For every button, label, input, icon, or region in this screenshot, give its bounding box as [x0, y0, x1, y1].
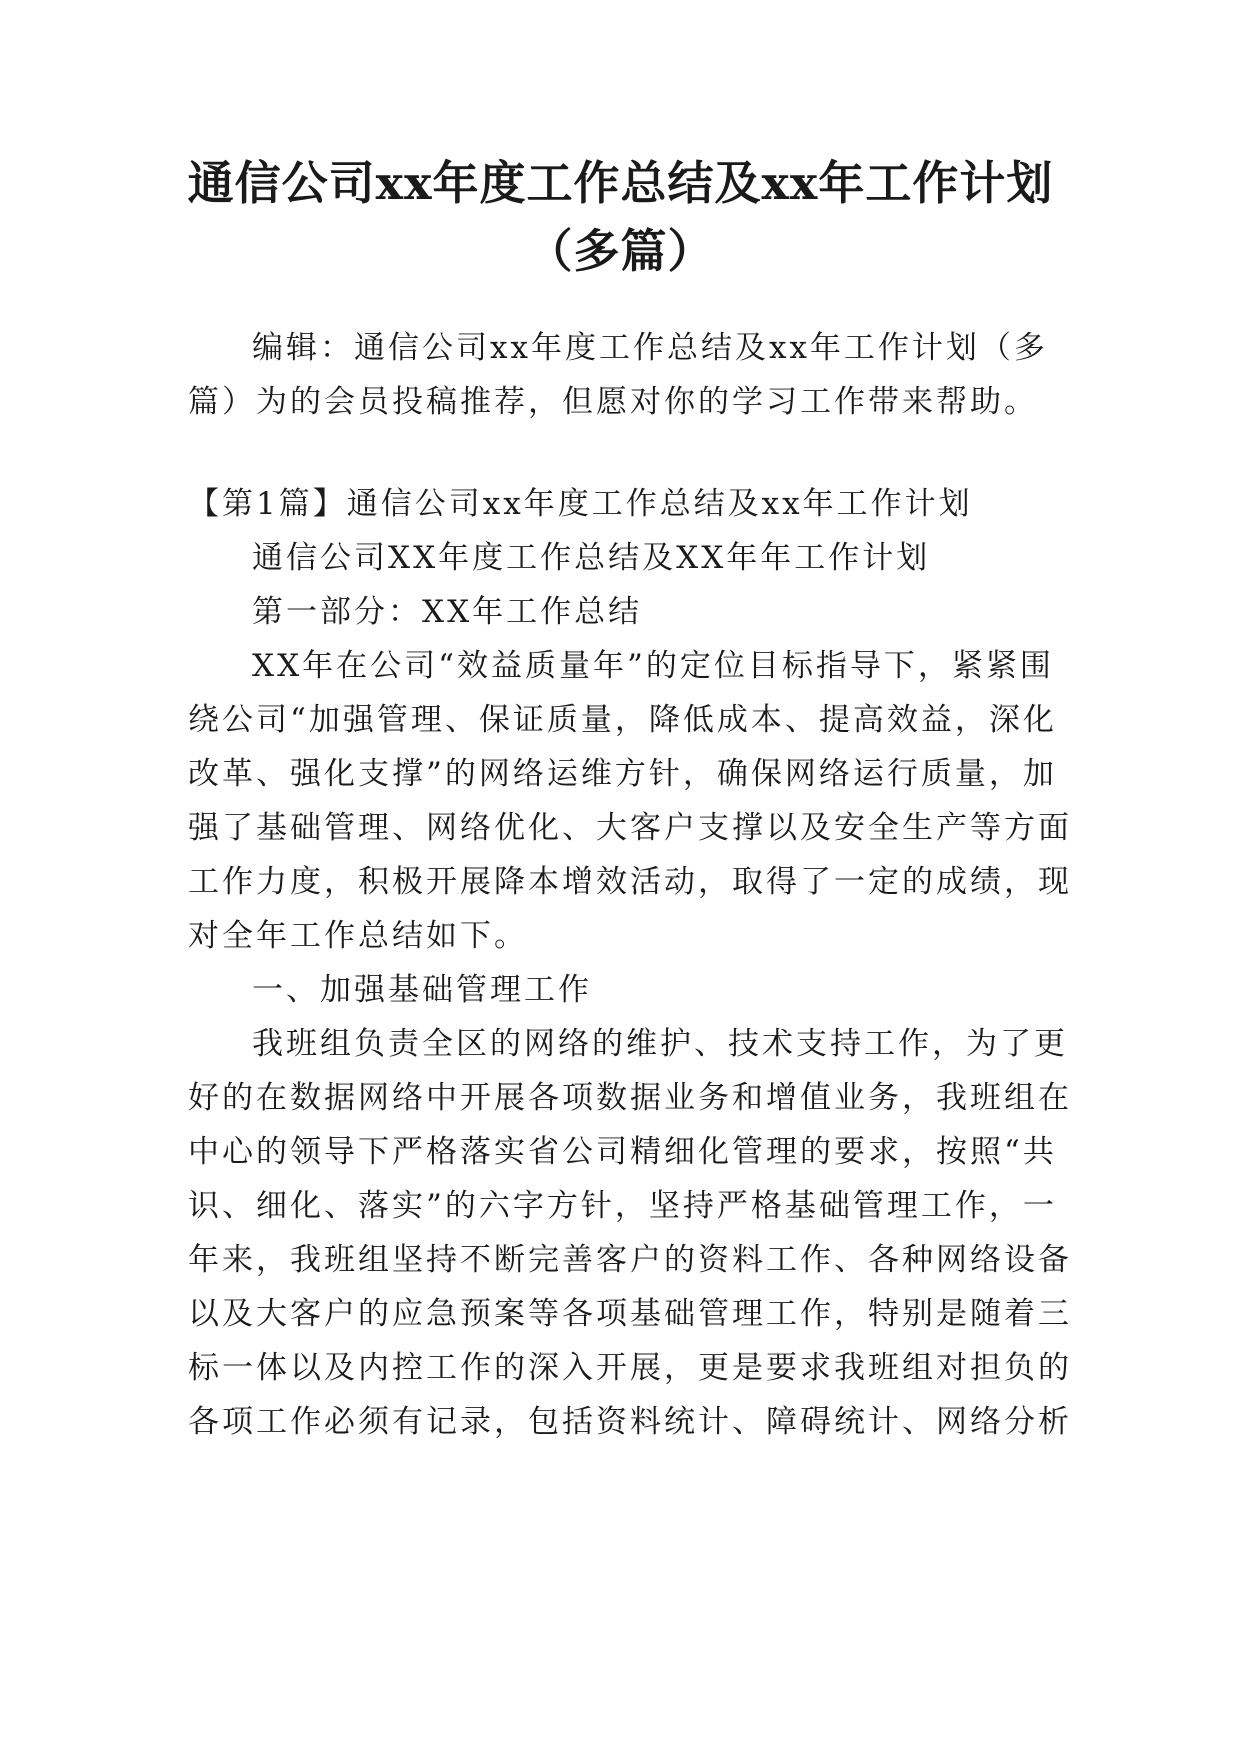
editor-note-line-1: 编辑：通信公司xx年度工作总结及xx年工作计划（多	[252, 330, 1048, 366]
paragraph-line: 以及大客户的应急预案等各项基础管理工作，特别是随着三	[188, 1296, 1072, 1332]
paragraph-line: 对全年工作总结如下。	[188, 918, 528, 954]
paragraph-line: XX年在公司“效益质量年”的定位目标指导下，紧紧围	[252, 648, 1054, 684]
part-heading: 第一部分：XX年工作总结	[252, 594, 643, 630]
paragraph-line: 绕公司“加强管理、保证质量，降低成本、提高效益，深化	[188, 702, 1057, 738]
paragraph-line: 改革、强化支撑”的网络运维方针，确保网络运行质量，加	[188, 756, 1057, 792]
paragraph-line: 识、细化、落实”的六字方针，坚持严格基础管理工作，一	[188, 1188, 1057, 1224]
section-heading: 【第1篇】通信公司xx年度工作总结及xx年工作计划	[188, 486, 973, 522]
document-title-line-2: （多篇）	[526, 224, 715, 278]
subtitle: 通信公司XX年度工作总结及XX年年工作计划	[252, 540, 931, 576]
paragraph-line: 我班组负责全区的网络的维护、技术支持工作，为了更	[252, 1026, 1068, 1062]
paragraph-line: 年来，我班组坚持不断完善客户的资料工作、各种网络设备	[188, 1242, 1072, 1278]
paragraph-line: 各项工作必须有记录，包括资料统计、障碍统计、网络分析	[188, 1404, 1072, 1440]
paragraph-line: 好的在数据网络中开展各项数据业务和增值业务，我班组在	[188, 1080, 1072, 1116]
paragraph-line: 标一体以及内控工作的深入开展，更是要求我班组对担负的	[188, 1350, 1072, 1386]
paragraph-line: 工作力度，积极开展降本增效活动，取得了一定的成绩，现	[188, 864, 1072, 900]
paragraph-line: 强了基础管理、网络优化、大客户支撑以及安全生产等方面	[188, 810, 1072, 846]
editor-note-line-2: 篇）为的会员投稿推荐，但愿对你的学习工作带来帮助。	[188, 384, 1038, 420]
subsection-heading: 一、加强基础管理工作	[252, 972, 592, 1008]
paragraph-line: 中心的领导下严格落实省公司精细化管理的要求，按照“共	[188, 1134, 1057, 1170]
document-title-line-1: 通信公司xx年度工作总结及xx年工作计划	[187, 156, 1054, 210]
